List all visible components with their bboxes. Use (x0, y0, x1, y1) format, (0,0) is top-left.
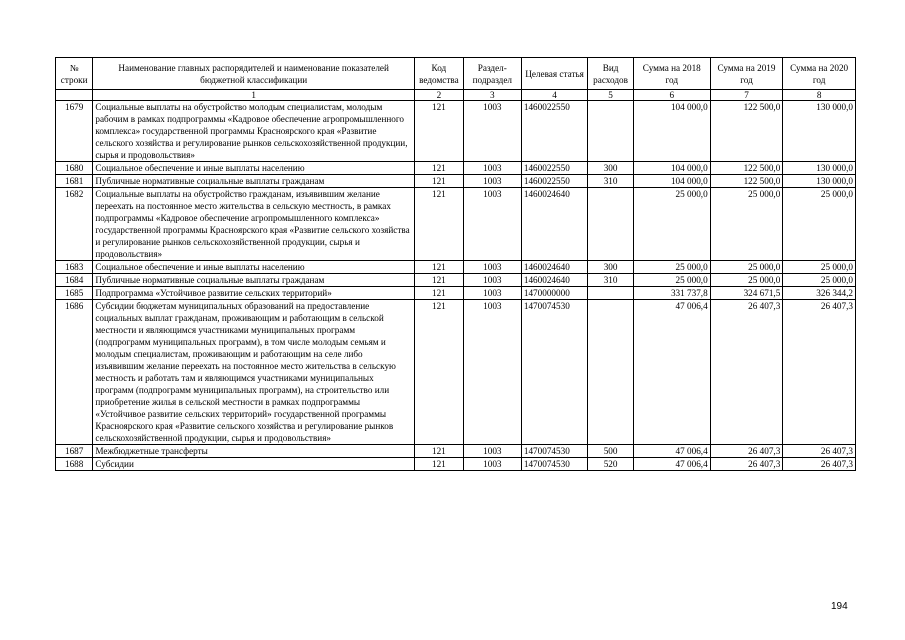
row-sum-2020: 25 000,0 (783, 188, 856, 261)
row-sum-2018: 104 000,0 (633, 101, 710, 162)
row-sum-2019: 324 671,5 (710, 287, 783, 300)
row-sum-2020: 26 407,3 (783, 445, 856, 458)
row-number: 1683 (56, 261, 93, 274)
header-expense-type: Вид расходов (588, 58, 634, 90)
row-sum-2020: 326 344,2 (783, 287, 856, 300)
table-row (56, 101, 856, 162)
header-sum-2019: Сумма на 2019 год (710, 58, 783, 90)
row-sum-2019: 26 407,3 (710, 300, 783, 445)
row-sum-2018: 331 737,8 (633, 287, 710, 300)
table-row (56, 261, 856, 274)
row-sum-2018: 47 006,4 (633, 445, 710, 458)
row-expense-type: 300 (588, 261, 634, 274)
row-name: Субсидии (93, 458, 415, 471)
table-row (56, 300, 856, 445)
row-sum-2018: 25 000,0 (633, 261, 710, 274)
row-department-code: 121 (415, 188, 464, 261)
row-section: 1003 (463, 300, 521, 445)
row-target-article: 1470074530 (521, 300, 587, 445)
row-number: 1685 (56, 287, 93, 300)
row-section: 1003 (463, 287, 521, 300)
row-department-code: 121 (415, 261, 464, 274)
row-name: Социальные выплаты на обустройство молодым специалистам, молодым рабочим в рамках подпрограммы «Кадровое обеспечение агропромышленного комплекса» государственной программы Красноярского края «Развитие сельского хозяйства и регулирование рынков сельскохозяйственной продукции, сырья и продовольствия» (93, 101, 415, 162)
row-number: 1684 (56, 274, 93, 287)
row-name: Межбюджетные трансферты (93, 445, 415, 458)
header-target-article: Целевая статья (521, 58, 587, 90)
row-department-code: 121 (415, 445, 464, 458)
row-sum-2019: 122 500,0 (710, 101, 783, 162)
row-number: 1679 (56, 101, 93, 162)
column-number: 2 (415, 90, 464, 101)
row-sum-2018: 104 000,0 (633, 175, 710, 188)
row-section: 1003 (463, 274, 521, 287)
row-section: 1003 (463, 175, 521, 188)
row-section: 1003 (463, 101, 521, 162)
row-department-code: 121 (415, 274, 464, 287)
row-number: 1687 (56, 445, 93, 458)
row-expense-type: 310 (588, 274, 634, 287)
row-sum-2020: 26 407,3 (783, 300, 856, 445)
header-row-number: № строки (56, 58, 93, 90)
table-row (56, 175, 856, 188)
table-row (56, 274, 856, 287)
row-expense-type (588, 101, 634, 162)
row-number: 1682 (56, 188, 93, 261)
row-department-code: 121 (415, 458, 464, 471)
row-sum-2020: 25 000,0 (783, 261, 856, 274)
row-name: Публичные нормативные социальные выплаты гражданам (93, 175, 415, 188)
row-department-code: 121 (415, 287, 464, 300)
row-section: 1003 (463, 458, 521, 471)
row-department-code: 121 (415, 300, 464, 445)
row-sum-2019: 122 500,0 (710, 162, 783, 175)
table-row (56, 188, 856, 261)
row-sum-2020: 130 000,0 (783, 101, 856, 162)
row-expense-type: 520 (588, 458, 634, 471)
row-sum-2018: 25 000,0 (633, 188, 710, 261)
row-sum-2018: 47 006,4 (633, 458, 710, 471)
row-number: 1680 (56, 162, 93, 175)
column-number: 1 (93, 90, 415, 101)
row-department-code: 121 (415, 101, 464, 162)
row-sum-2020: 25 000,0 (783, 274, 856, 287)
header-name: Наименование главных распорядителей и наименование показателей бюджетной классификации (93, 58, 415, 90)
row-expense-type: 300 (588, 162, 634, 175)
row-section: 1003 (463, 445, 521, 458)
row-target-article: 1460022550 (521, 101, 587, 162)
table-row (56, 445, 856, 458)
row-name: Социальное обеспечение и иные выплаты населению (93, 162, 415, 175)
row-sum-2018: 47 006,4 (633, 300, 710, 445)
row-number: 1688 (56, 458, 93, 471)
column-number: 8 (783, 90, 856, 101)
row-target-article: 1470074530 (521, 458, 587, 471)
column-number: 6 (633, 90, 710, 101)
row-sum-2019: 25 000,0 (710, 274, 783, 287)
row-section: 1003 (463, 162, 521, 175)
header-department-code: Код ведомства (415, 58, 464, 90)
column-number: 7 (710, 90, 783, 101)
row-name: Публичные нормативные социальные выплаты гражданам (93, 274, 415, 287)
row-sum-2020: 130 000,0 (783, 162, 856, 175)
header-section: Раздел-подраздел (463, 58, 521, 90)
header-sum-2020: Сумма на 2020 год (783, 58, 856, 90)
row-name: Подпрограмма «Устойчивое развитие сельских территорий» (93, 287, 415, 300)
row-section: 1003 (463, 261, 521, 274)
row-number: 1686 (56, 300, 93, 445)
row-sum-2018: 25 000,0 (633, 274, 710, 287)
row-sum-2019: 25 000,0 (710, 188, 783, 261)
column-number (56, 90, 93, 101)
row-sum-2019: 26 407,3 (710, 458, 783, 471)
column-number: 3 (463, 90, 521, 101)
row-expense-type: 500 (588, 445, 634, 458)
table-row (56, 162, 856, 175)
row-sum-2018: 104 000,0 (633, 162, 710, 175)
row-name: Социальное обеспечение и иные выплаты населению (93, 261, 415, 274)
row-expense-type: 310 (588, 175, 634, 188)
budget-table (55, 57, 856, 471)
row-department-code: 121 (415, 162, 464, 175)
row-sum-2019: 122 500,0 (710, 175, 783, 188)
header-sum-2018: Сумма на 2018 год (633, 58, 710, 90)
row-target-article: 1460022550 (521, 162, 587, 175)
row-target-article: 1470000000 (521, 287, 587, 300)
row-sum-2019: 25 000,0 (710, 261, 783, 274)
row-department-code: 121 (415, 175, 464, 188)
row-sum-2020: 130 000,0 (783, 175, 856, 188)
row-sum-2020: 26 407,3 (783, 458, 856, 471)
row-target-article: 1460022550 (521, 175, 587, 188)
header-row (56, 58, 856, 90)
row-target-article: 1470074530 (521, 445, 587, 458)
column-number: 4 (521, 90, 587, 101)
row-section: 1003 (463, 188, 521, 261)
row-number: 1681 (56, 175, 93, 188)
page-number: 194 (831, 601, 848, 612)
row-target-article: 1460024640 (521, 261, 587, 274)
column-number-row (56, 90, 856, 101)
table-row (56, 458, 856, 471)
row-expense-type (588, 188, 634, 261)
row-sum-2019: 26 407,3 (710, 445, 783, 458)
row-target-article: 1460024640 (521, 274, 587, 287)
row-target-article: 1460024640 (521, 188, 587, 261)
table-row (56, 287, 856, 300)
row-expense-type (588, 300, 634, 445)
column-number: 5 (588, 90, 634, 101)
row-name: Социальные выплаты на обустройство гражданам, изъявившим желание переехать на постоянное место жительства в сельскую местность, в рамках подпрограммы «Кадровое обеспечение агропромышленного комплекса» государственной программы Красноярского края «Развитие сельского хозяйства и регулирование рынков сельскохозяйственной продукции, сырья и продовольствия» (93, 188, 415, 261)
row-name: Субсидии бюджетам муниципальных образований на предоставление социальных выплат гражданам, проживающим и работающим в сельской местности и являющимся участниками муниципальных программ (подпрограмм муниципальных программ), в том числе молодым семьям и молодым специалистам, проживающим и работающим на селе либо изъявившим желание переехать на постоянное место жительства в сельскую местность и работать там и являющимся участниками муниципальных программ (подпрограмм муниципальных программ), на строительство или приобретение жилья в сельской местности в рамках подпрограммы «Устойчивое развитие сельских территорий» государственной программы Красноярского края «Развитие сельского хозяйства и регулирование рынков сельскохозяйственной продукции, сырья и продовольствия» (93, 300, 415, 445)
row-expense-type (588, 287, 634, 300)
